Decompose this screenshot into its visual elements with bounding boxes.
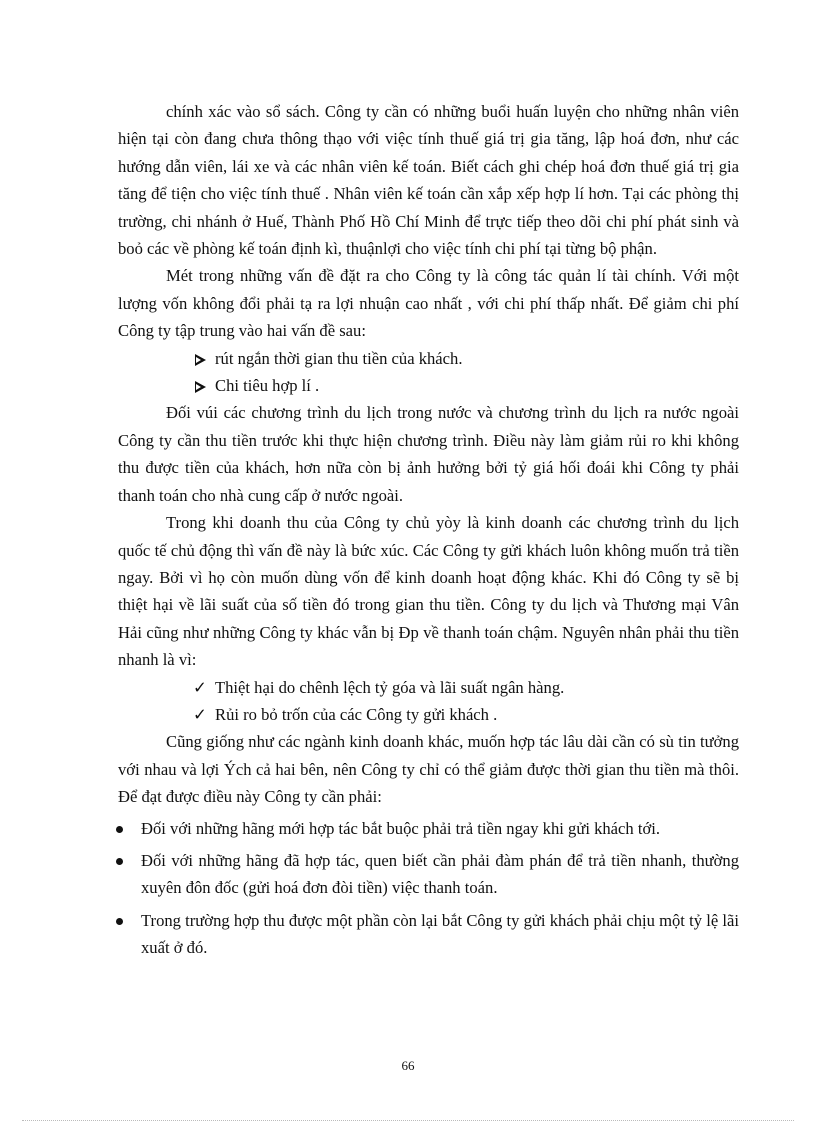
arrow-list [118,345,739,400]
checkmark-icon: ✓ [193,704,207,724]
bullet-list-item-text: Trong trường hợp thu được một phần còn lại bắt Công ty gửi khách phải chịu một tỷ lệ lãi xuất ở đó. [141,910,739,958]
page-number: 66 [401,1058,415,1073]
footer-divider [22,1120,794,1121]
checkmark-icon: ✓ [193,677,207,697]
arrow-bullet-icon [190,345,210,372]
arrow-list-item [118,372,739,399]
paragraph-2: Mét trong những vấn đề đặt ra cho Công ty là công tác quản lí tài chính. Với một lượng vốn không đổi phải tạ ra lợi nhuận cao nhất , với chi phí thấp nhất. Để giảm chi phí Công ty tập trung vào hai vấn đề sau: [118,266,739,341]
check-list-item-text: Rủi ro bỏ trốn của các Công ty gửi khách . [215,704,498,724]
check-list-item [118,701,739,728]
document-body [118,98,739,967]
bullet-list-item-text: Đối với những hãng đã hợp tác, quen biết cần phải đàm phán để trả tiền nhanh, thường xuyên đôn đốc (gửi hoá đơn đòi tiền) việc thanh toán. [141,850,739,898]
paragraph-5: Cũng giống như các ngành kinh doanh khác, muốn hợp tác lâu dài cần có sù tin tưởng với nhau và lợi Ých cả hai bên, nên Công ty chỉ có thể giảm được thời gian thu tiền mà thôi. Để đạt được điều này Công ty cần phải: [118,732,739,807]
arrow-list-item [118,345,739,372]
bullet-list-item [118,907,739,962]
paragraph-3: Đối vúi các chương trình du lịch trong nước và chương trình du lịch ra nước ngoài Công ty cần thu tiền trước khi thực hiện chương trình. Điều này làm giảm rủi ro khi không thu được tiền của khách, hơn nữa còn bị ảnh hưởng bởi tỷ giá hối đoái khi Công ty phải thanh toán cho nhà cung cấp ở nước ngoài. [118,403,739,505]
check-list-item-text: Thiệt hại do chênh lệch tỷ góa và lãi suất ngân hàng. [215,677,565,697]
check-list-item [118,674,739,701]
arrow-list-item-text: rút ngắn thời gian thu tiền của khách. [215,348,463,368]
arrow-bullet-icon [190,372,210,399]
bullet-dot-icon [116,858,123,865]
bullet-list-item-text: Đối với những hãng mới hợp tác bắt buộc phải trả tiền ngay khi gửi khách tới. [141,818,660,838]
paragraph-4: Trong khi doanh thu của Công ty chủ yòy là kinh doanh các chương trình du lịch quốc tế chủ động thì vấn đề này là bức xúc. Các Công ty gửi khách luôn không muốn trả tiền ngay. Bởi vì họ còn muốn dùng vốn để kinh doanh hoạt động khác. Khi đó Công ty sẽ bị thiệt hại về lãi suất của số tiền đó trong gian thu tiền. Công ty du lịch và Thương mại Vân Hải cũng như những Công ty khác vẫn bị Đp về thanh toán chậm. Nguyên nhân phải thu tiền nhanh là vì: [118,513,739,670]
bullet-list-item [118,847,739,902]
paragraph-1: chính xác vào sổ sách. Công ty cần có những buổi huấn luyện cho những nhân viên hiện tại còn đang chưa thông thạo với việc tính thuế giá trị gia tăng, lập hoá đơn, như các hướng dẫn viên, lái xe và các nhân viên kế toán. Biết cách ghi chép hoá đơn thuế giá trị gia tăng để tiện cho việc tính thuế . Nhân viên kế toán cần xắp xếp hợp lí hơn. Tại các phòng thị trường, chi nhánh ở Huế, Thành Phố Hồ Chí Minh để trực tiếp theo dõi chi phí phát sinh và boỏ các về phòng kế toán định kì, thuậnlợi cho việc tính chi phí tại từng bộ phận. [118,102,739,259]
bullet-dot-icon [116,918,123,925]
bullet-list-item [118,815,739,842]
arrow-list-item-text: Chi tiêu hợp lí . [215,376,320,396]
bullet-dot-icon [116,826,123,833]
bullet-list [118,815,739,962]
check-list [118,674,739,729]
